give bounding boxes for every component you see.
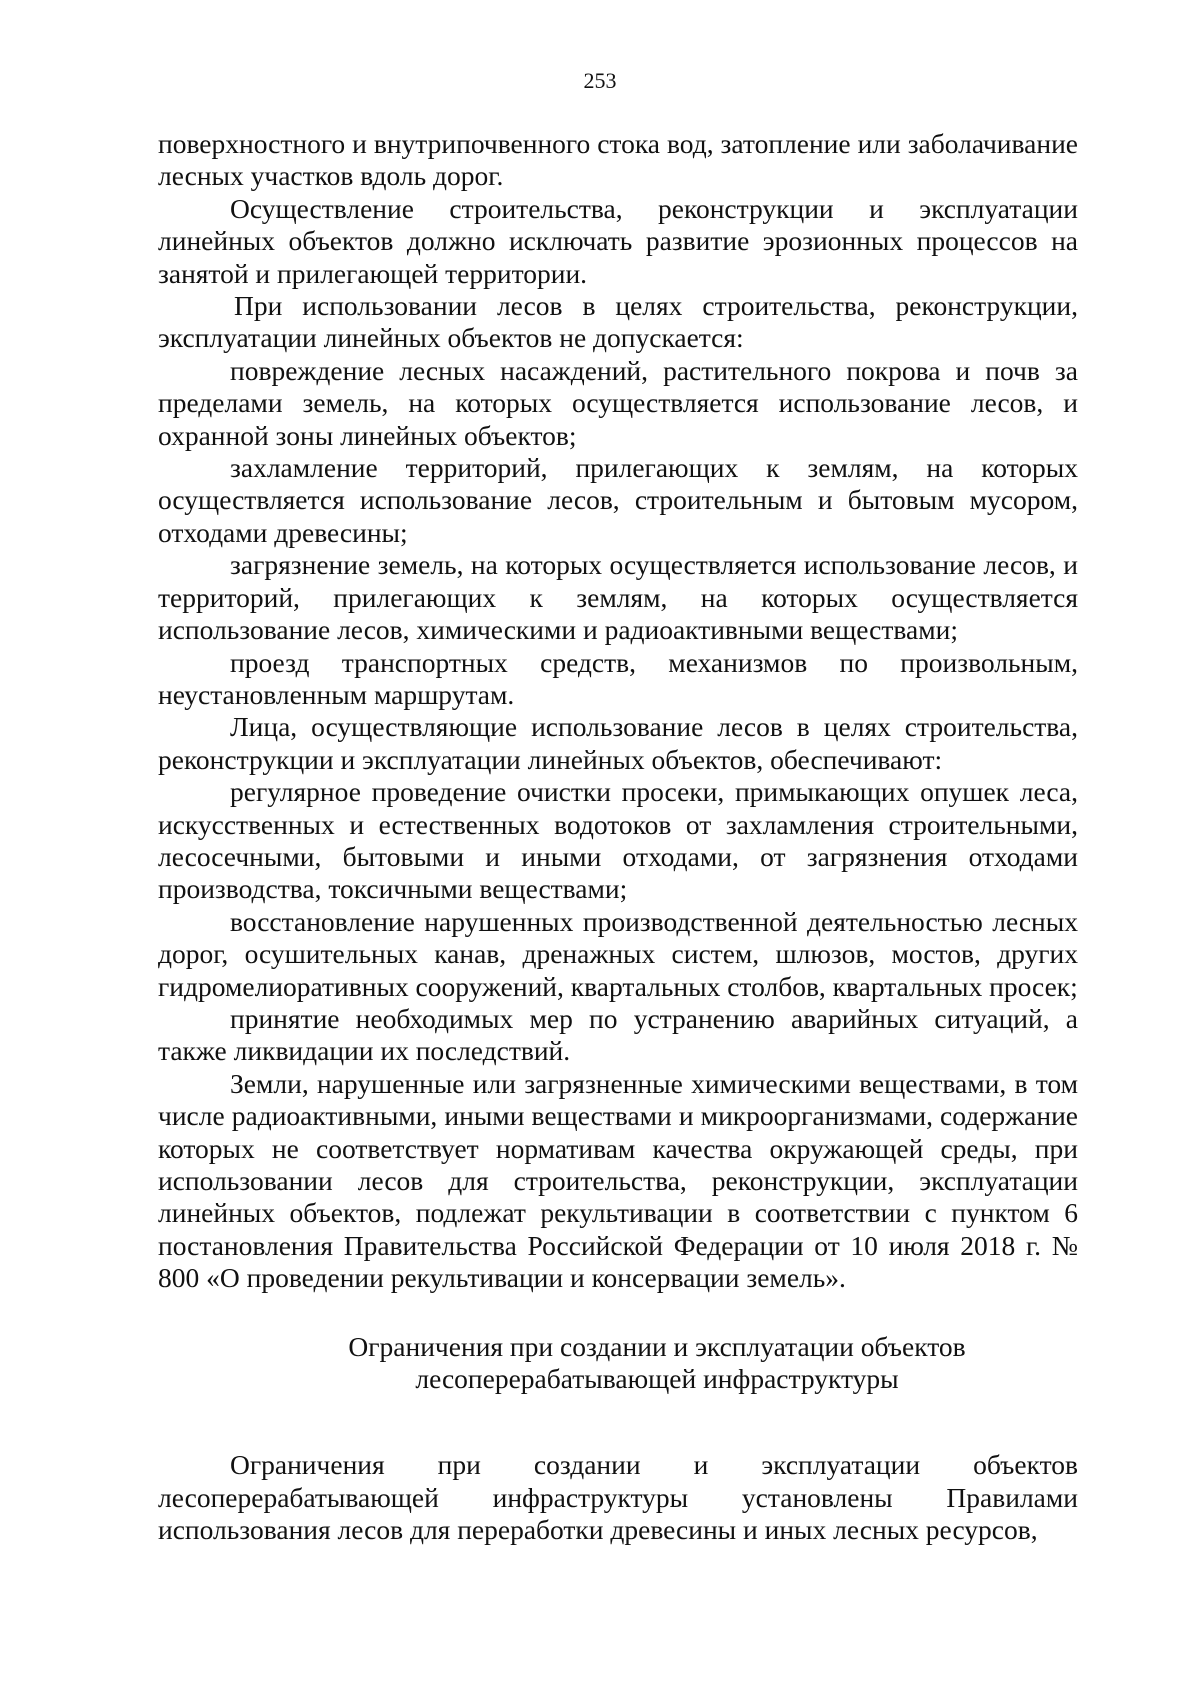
paragraph-not-allowed-intro: При использовании лесов в целях строительства, реконструкции, эксплуатации линейных объектов не допускается:	[158, 290, 1078, 354]
list-item-cleaning: регулярное проведение очистки просеки, примыкающих опушек леса, искусственных и естественных водотоков от захламления строительными, лесосечными, бытовыми и иными отходами, от загрязнения отходами производства, токсичными веществами;	[158, 776, 1078, 905]
section-heading-line-1: Ограничения при создании и эксплуатации объектов	[348, 1330, 966, 1362]
list-item-pollution: загрязнение земель, на которых осуществляется использование лесов, и территорий, прилегающих к землям, на которых осуществляется использование лесов, химическими и радиоактивными веществами;	[158, 549, 1078, 646]
document-body	[158, 128, 1078, 1547]
section-heading-line-2: лесоперерабатывающей инфраструктуры	[415, 1363, 899, 1395]
page-number: 253	[583, 68, 617, 93]
list-item-damage: повреждение лесных насаждений, растительного покрова и почв за пределами земель, на которых осуществляется использование лесов, и охранной зоны линейных объектов;	[158, 354, 1078, 451]
paragraph-continuation: поверхностного и внутрипочвенного стока вод, затопление или заболачивание лесных участков вдоль дорог.	[158, 128, 1078, 192]
list-item-vehicle-passage: проезд транспортных средств, механизмов по произвольным, неустановленным маршрутам.	[158, 646, 1078, 710]
list-item-restoration: восстановление нарушенных производственной деятельностью лесных дорог, осушительных канав, дренажных систем, шлюзов, мостов, других гидромелиоративных сооружений, квартальных столбов, квартальных просек;	[158, 905, 1078, 1002]
list-item-emergency-measures: принятие необходимых мер по устранению аварийных ситуаций, а также ликвидации их последствий.	[158, 1002, 1078, 1067]
paragraph-recultivation: Земли, нарушенные или загрязненные химическими веществами, в том числе радиоактивными, иными веществами и микроорганизмами, содержание которых не соответствует нормативам качества окружающей среды, при использовании лесов для строительства, реконструкции, эксплуатации линейных объектов, подлежат рекультивации в соответствии с пунктом 6 постановления Правительства Российской Федерации от 10 июля 2018 г. № 800 «О проведении рекультивации и консервации земель».	[158, 1067, 1078, 1294]
list-item-littering: захламление территорий, прилегающих к землям, на которых осуществляется использование лесов, строительным и бытовым мусором, отходами древесины;	[158, 452, 1078, 548]
paragraph-obligations-intro: Лица, осуществляющие использование лесов в целях строительства, реконструкции и эксплуатации линейных объектов, обеспечивают:	[158, 711, 1078, 775]
section-heading	[158, 1331, 1078, 1396]
paragraph-section-body: Ограничения при создании и эксплуатации объектов лесоперерабатывающей инфраструктуры установлены Правилами использования лесов для переработки древесины и иных лесных ресурсов,	[158, 1449, 1078, 1546]
paragraph-erosion: Осуществление строительства, реконструкции и эксплуатации линейных объектов должно исключать развитие эрозионных процессов на занятой и прилегающей территории.	[158, 192, 1078, 289]
